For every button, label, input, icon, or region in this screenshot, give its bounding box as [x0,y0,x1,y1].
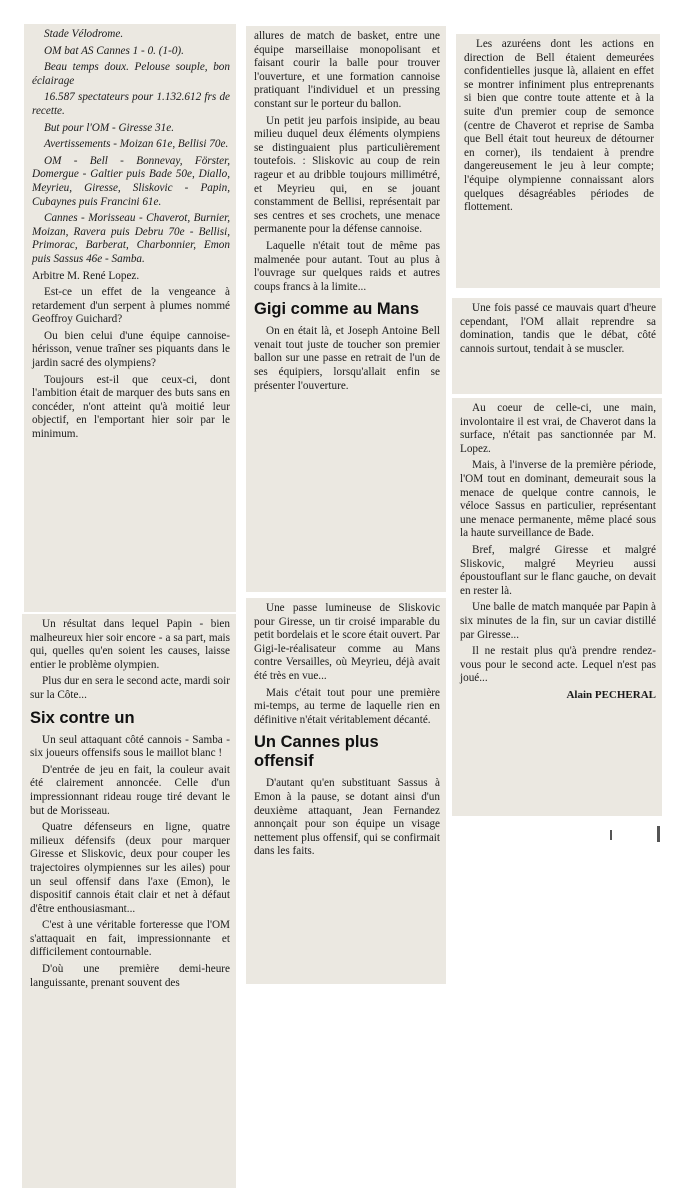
paragraph: Laquelle n'était tout de même pas malmenée pour autant. Tout au plus à l'ouvrage sur quelques raids et autres coups francs à la limite... [254,239,440,293]
paragraph: Mais, à l'inverse de la première période, l'OM tout en dominant, demeurait sous la menace de quelque contre cannois, le véloce Sassus en particulier, représentant une menace permanente, même placé sous la haute surveillance de Bade. [460,459,656,540]
clip-col3-third [452,398,662,816]
clip-col1-top [24,24,236,612]
scan-mark [610,830,612,840]
paragraph: D'où une première demi-heure languissante, prenant souvent des [30,963,230,989]
paragraph: Une passe lumineuse de Sliskovic pour Giresse, un tir croisé imparable du petit bordelais et le score était ouvert. Par Gigi-le-réalisateur comme au Mans contre Versailles, où Meyrieu, déjà avait été très en vue... [254,602,440,682]
clip-col3-second [452,298,662,394]
paragraph: Une balle de match manquée par Papin à six minutes de la fin, sur un caviar distillé par Giresse... [460,601,656,641]
paragraph: allures de match de basket, entre une équipe marseillaise monopolisant et faisant courir la balle pour trouver l'ouverture, et une formation cannoise pratiquant l'individuel et un pressing constant sur le porteur du ballon. [254,30,440,110]
paragraph: Un seul attaquant côté cannois - Samba - six joueurs offensifs sous le maillot blanc ! [30,733,230,760]
clip-col3-first [456,34,660,288]
lineup-cannes: Cannes - Morisseau - Chaverot, Burnier, Moizan, Ravera puis Debru 70e - Bellisi, Primorac, Barberat, Charbonnier, Emon puis Sassus 46e - Samba. [32,212,230,265]
fact-goal: But pour l'OM - Giresse 31e. [44,121,174,134]
clip-col2-top [246,26,446,592]
scan-mark [657,826,660,842]
lineup-om: OM - Bell - Bonnevay, Förster, Domergue - Galtier puis Bade 50e, Diallo, Meyrieu, Giresse, Sliskovic - Papin, Cubaynes puis Francini 61e. [32,154,230,208]
paragraph: Bref, malgré Giresse et malgré Sliskovic, malgré Meyrieu aussi époustouflant sur le flanc gauche, on devait en rester là. [460,543,656,597]
paragraph: Il ne restait plus qu'à prendre rendez-vous pour le second acte. Lequel n'est pas joué... [460,645,656,685]
paragraph: Toujours est-il que ceux-ci, dont l'ambition était de marquer des buts sans en concéder, n'ont atteint qu'à moitié leur objectif, en l'emportant hier soir par le minimum. [32,373,230,441]
fact-score: OM bat AS Cannes 1 - 0. (1-0). [44,44,184,57]
subheading-un-cannes-plus-offensif: Un Cannes plus offensif [254,733,379,771]
subheading-six-contre-un: Six contre un [30,708,135,727]
paragraph: Plus dur en sera le second acte, mardi soir sur la Côte... [30,675,230,701]
paragraph: D'entrée de jeu en fait, la couleur avait été clairement annoncée. Celle d'un impressionnant rideau rouge tiré devant le but de Morisseau. [30,763,230,817]
subheading-gigi-comme-au-mans: Gigi comme au Mans [254,300,420,319]
paragraph: Est-ce un effet de la vengeance à retardement d'un serpent à plumes nommé Geoffroy Guichard? [32,286,230,326]
author-signature: Alain PECHERAL [566,688,656,701]
paragraph: Une fois passé ce mauvais quart d'heure cependant, l'OM allait reprendre sa domination, tandis que le débat, côté cannois surtout, tendait à se muscler. [460,302,656,355]
referee: Arbitre M. René Lopez. [32,269,140,282]
fact-stade: Stade Vélodrome. [44,28,124,40]
paragraph: Un résultat dans lequel Papin - bien malheureux hier soir encore - a sa part, mais qui, quelles qu'en soient les causes, laisse entier le problème olympien. [30,618,230,671]
paragraph: Quatre défenseurs en ligne, quatre milieux défensifs (deux pour marquer Giresse et Sliskovic, deux pour couper les trajectoires olympiennes sur les ailes) pour un seul offensif dans l'axe (Emon), le dispositif cannois était clair et net à défaut d'être enthousiasmant... [30,821,230,915]
paragraph: Mais c'était tout pour une première mi-temps, au terme de laquelle rien en définitive n'était véritablement décanté. [254,686,440,726]
paragraph: Au coeur de celle-ci, une main, involontaire il est vrai, de Chaverot dans la surface, n'était pas sanctionnée par M. Lopez. [460,402,656,455]
fact-attendance: 16.587 spectateurs pour 1.132.612 frs de recette. [32,91,230,117]
fact-warnings: Avertissements - Moizan 61e, Bellisi 70e. [44,138,229,151]
paragraph: D'autant qu'en substituant Sassus à Emon à la pause, se dotant ainsi d'un deuxième attaquant, Jean Fernandez annonçait pour son équipe un visage nettement plus offensif, qui se confirmait dans les faits. [254,777,440,858]
paragraph: Un petit jeu parfois insipide, au beau milieu duquel deux éléments olympiens se distinguaient plus particulièrement toutefois. : Sliskovic au coup de rein rageur et au dribble toujours millimétré, et Meyrieu qui, en se jouant constamment de Bellisi, représentait par ses centres et ses crochets, une menace permanente pour la défense cannoise. [254,114,440,236]
paragraph: On en était là, et Joseph Antoine Bell venait tout juste de toucher son premier ballon sur une passe en retrait de l'un de ses équipiers, lorsqu'allait enfin se présenter l'ouverture. [254,325,440,392]
paragraph: Les azuréens dont les actions en direction de Bell étaient demeurées confidentielles jusque là, allaient en effet se montrer infiniment plus entreprenants si bien que contre toute attente et à la suite d'un premier coup de semonce (centre de Chaverot et reprise de Samba que Bell était tout heureux de détourner en corner), ils tendaient à prendre dangereusement le jeu à leur compte; l'équipe olympienne connaissant alors quelques désagréables périodes de flottement. [464,38,654,214]
clip-col1-bottom [22,614,236,1188]
fact-weather: Beau temps doux. Pelouse souple, bon éclairage [32,61,230,87]
paragraph: Ou bien celui d'une équipe cannoise- hérisson, venue traîner ses piquants dans le jardin sacré des olympiens? [32,329,230,370]
paragraph: C'est à une véritable forteresse que l'OM s'attaquait en fait, impressionnante et difficilement contournable. [30,919,230,959]
clip-col2-bottom [246,598,446,984]
